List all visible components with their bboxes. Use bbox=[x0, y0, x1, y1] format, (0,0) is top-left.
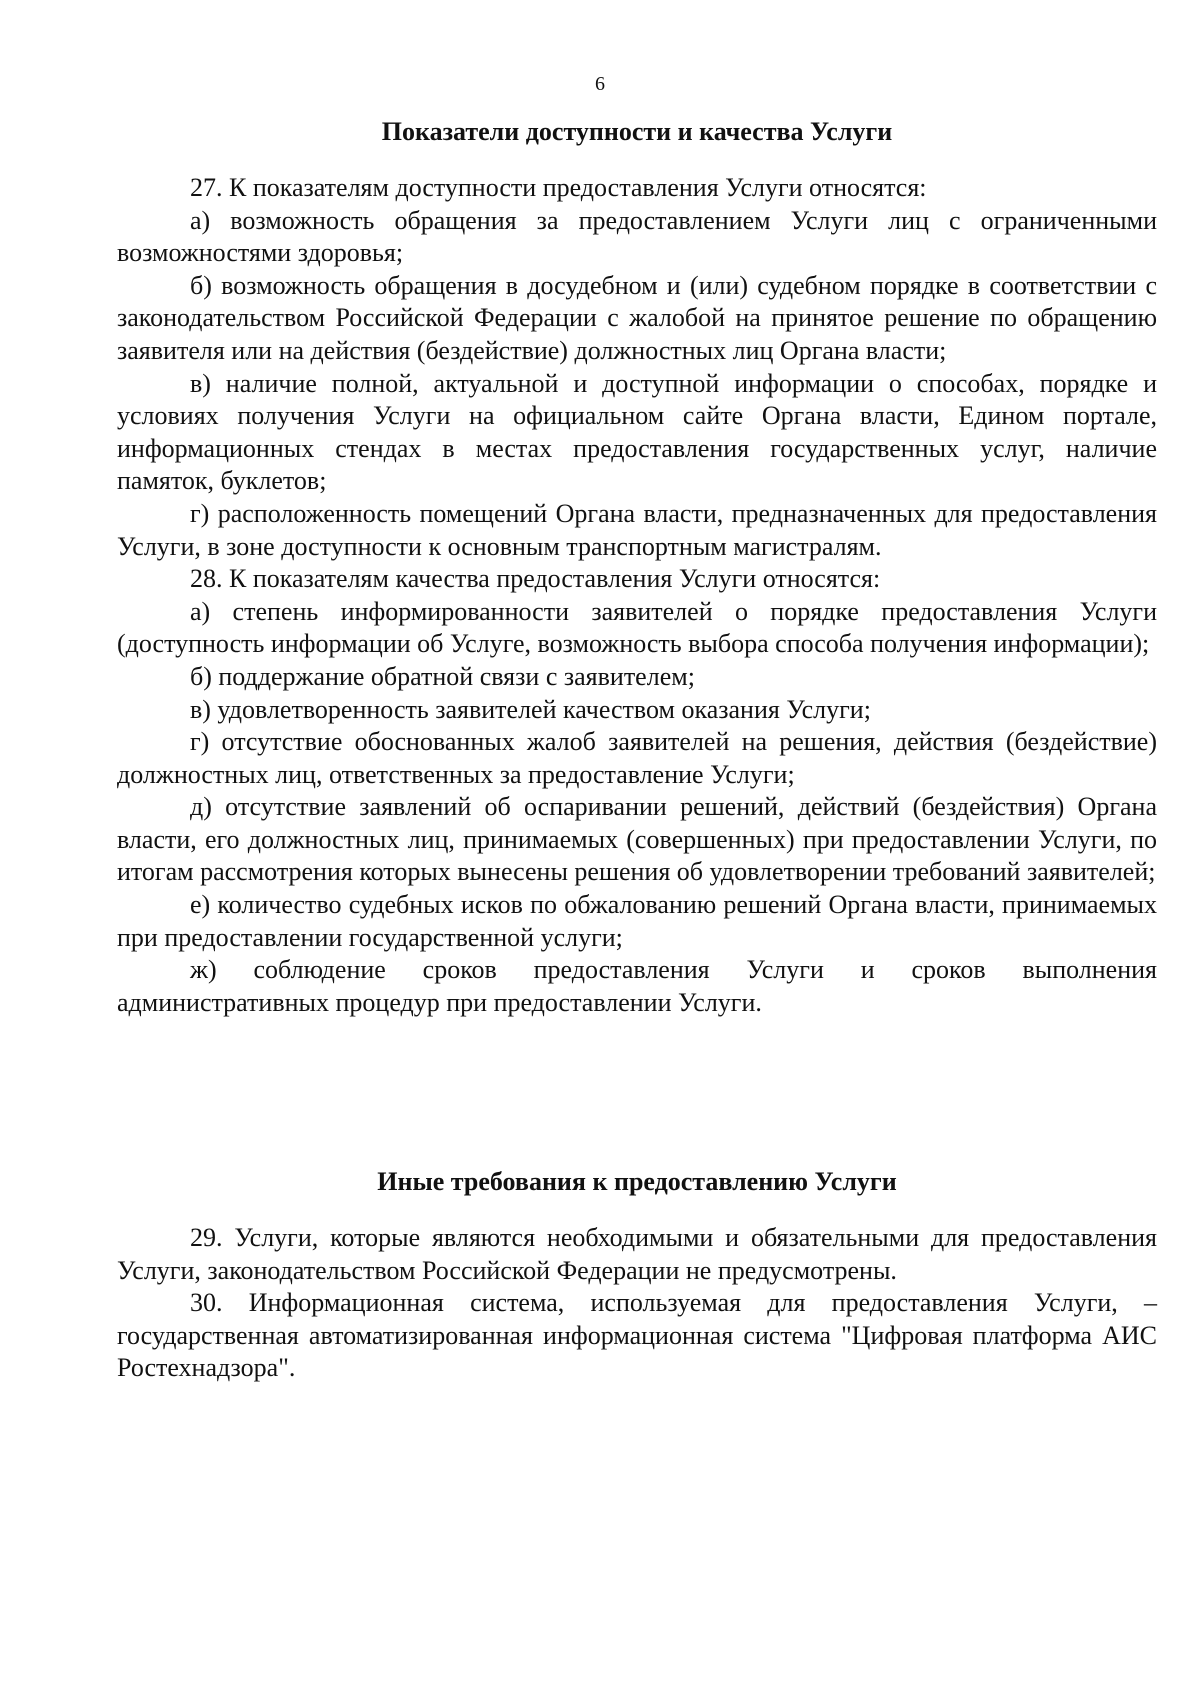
section-other-requirements bbox=[117, 1166, 1157, 1385]
paragraph-27-g: г) расположенность помещений Органа власти, предназначенных для предоставления Услуги, в зоне доступности к основным транспортным магистралям. bbox=[117, 498, 1157, 561]
paragraph-28: 28. К показателям качества предоставления Услуги относятся: bbox=[190, 564, 881, 594]
section-heading: Показатели доступности и качества Услуги bbox=[381, 117, 893, 146]
paragraph-29: 29. Услуги, которые являются необходимыми и обязательными для предоставления Услуги, законодательством Российской Федерации не предусмотрены. bbox=[117, 1223, 1157, 1285]
paragraph-28-d: д) отсутствие заявлений об оспаривании решений, действий (бездействия) Органа власти, его должностных лиц, принимаемых (совершенных) при предоставлении Услуги, по итогам рассмотрения которых вынесены решения об удовлетворении требований заявителей; bbox=[117, 792, 1157, 887]
paragraph-28-a: а) степень информированности заявителей о порядке предоставления Услуги (доступность информации об Услуге, возможность выбора способа получения информации); bbox=[117, 596, 1157, 659]
page-number: 6 bbox=[595, 73, 605, 95]
section-availability-quality bbox=[117, 116, 1157, 1019]
paragraph-28-zh: ж) соблюдение сроков предоставления Услуги и сроков выполнения административных процедур при предоставлении Услуги. bbox=[117, 955, 1157, 1017]
paragraph-27-b: б) возможность обращения в досудебном и (или) судебном порядке в соответствии с законодательством Российской Федерации с жалобой на принятое решение по обращению заявителя или на действия (бездействие) должностных лиц Органа власти; bbox=[117, 270, 1157, 365]
paragraph-28-g: г) отсутствие обоснованных жалоб заявителей на решения, действия (бездействие) должностных лиц, ответственных за предоставление Услуги; bbox=[117, 727, 1157, 789]
paragraph-28-e: е) количество судебных исков по обжалованию решений Органа власти, принимаемых при предоставлении государственной услуги; bbox=[117, 890, 1157, 952]
paragraph-28-b: б) поддержание обратной связи с заявителем; bbox=[190, 661, 695, 691]
paragraph-27-v: в) наличие полной, актуальной и доступной информации о способах, порядке и условиях получения Услуги на официальном сайте Органа власти, Едином портале, информационных стендах в местах предоставления государственных услуг, наличие памяток, буклетов; bbox=[117, 368, 1157, 496]
paragraph-28-v: в) удовлетворенность заявителей качеством оказания Услуги; bbox=[190, 694, 871, 724]
paragraph-27: 27. К показателям доступности предоставления Услуги относятся: bbox=[190, 173, 927, 202]
paragraph-27-a: а) возможность обращения за предоставлением Услуги лиц с ограниченными возможностями здоровья; bbox=[117, 205, 1157, 268]
paragraph-30: 30. Информационная система, используемая для предоставления Услуги, – государственная автоматизированная информационная система "Цифровая платформа АИС Ростехнадзора". bbox=[117, 1288, 1157, 1383]
section-heading: Иные требования к предоставлению Услуги bbox=[377, 1167, 897, 1196]
